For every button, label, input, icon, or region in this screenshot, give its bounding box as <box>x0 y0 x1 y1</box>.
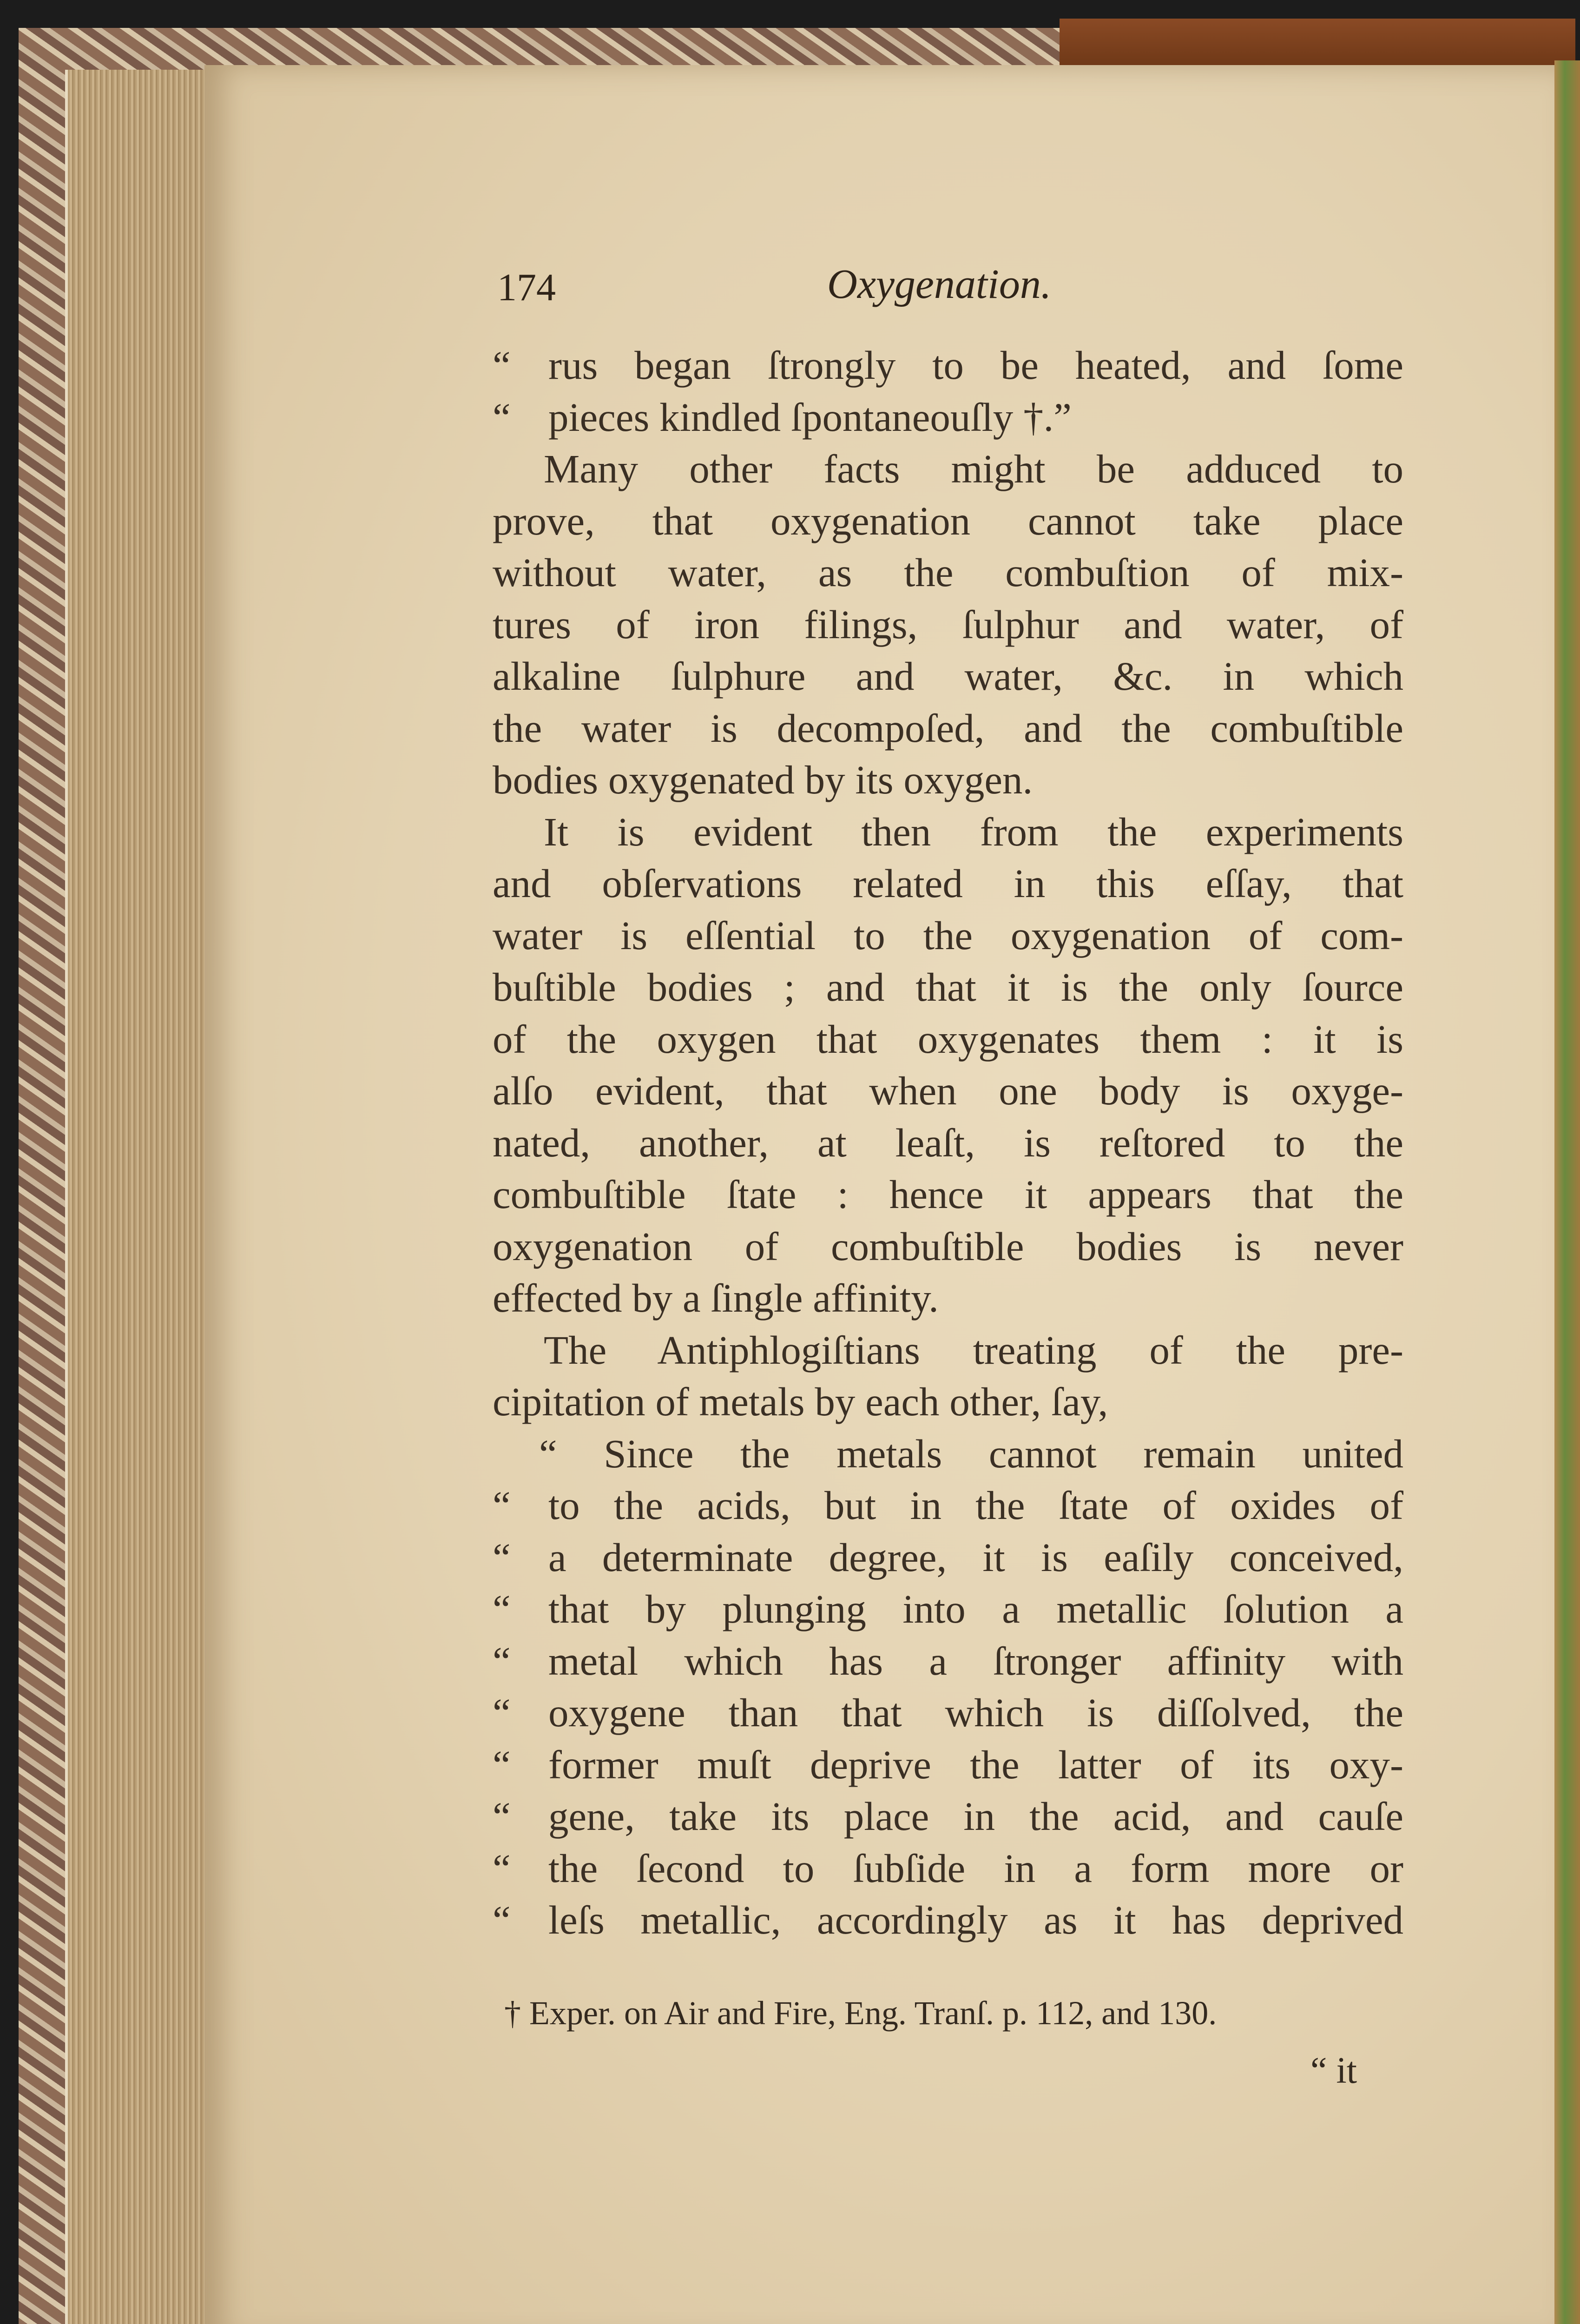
line-text: metal which has a ſtronger affinity with <box>548 1638 1403 1684</box>
text-line <box>493 547 1403 599</box>
line-text: former muſt deprive the latter of its oxy- <box>548 1742 1403 1787</box>
quote-mark: “ <box>493 1845 511 1891</box>
line-text: of the oxygen that oxygenates them : it is <box>493 1016 1403 1062</box>
line-text: combuſtible ſtate : hence it appears that the <box>493 1172 1403 1217</box>
line-text: that by plunging into a metallic ſolution a <box>548 1586 1403 1631</box>
text-line <box>493 1687 1403 1739</box>
line-text: bodies oxygenated by its oxygen. <box>493 757 1033 802</box>
page-edges <box>65 70 221 2324</box>
quote-mark: “ <box>493 1483 511 1528</box>
line-text: oxygenation of combuſtible bodies is never <box>493 1223 1403 1269</box>
text-line <box>493 1428 1403 1480</box>
text-line <box>493 858 1403 910</box>
quote-mark: “ <box>493 1690 511 1735</box>
text-line <box>493 443 1403 495</box>
line-text: pieces kindled ſpontaneouſly †.” <box>548 394 1072 440</box>
text-line <box>493 1117 1403 1169</box>
text-line <box>493 599 1403 651</box>
text-line <box>493 339 1403 391</box>
line-text: alſo evident, that when one body is oxyge- <box>493 1068 1403 1113</box>
text-line <box>493 1013 1403 1065</box>
text-line <box>493 1790 1403 1842</box>
line-text: oxygene than that which is diſſolved, the <box>548 1690 1403 1735</box>
line-text: to the acids, but in the ſtate of oxides of <box>548 1483 1403 1528</box>
quote-mark: “ <box>493 343 511 388</box>
footnote: † Exper. on Air and Fire, Eng. Tranſ. p. 112, and 130. <box>504 1994 1217 2032</box>
text-line <box>493 910 1403 962</box>
text-line <box>493 1532 1403 1584</box>
line-text: rus began ſtrongly to be heated, and ſome <box>548 343 1403 388</box>
quote-mark: “ <box>493 1638 511 1684</box>
line-text: buſtible bodies ; and that it is the only ſource <box>493 964 1403 1010</box>
line-text: tures of iron filings, ſulphur and water, of <box>493 601 1403 647</box>
text-line <box>493 1376 1403 1428</box>
running-head: Oxygenation. <box>827 261 1052 307</box>
line-text: leſs metallic, accordingly as it has deprived <box>548 1897 1403 1942</box>
text-line <box>493 1635 1403 1687</box>
text-line <box>493 961 1403 1013</box>
catchword: “ it <box>1310 2050 1357 2091</box>
text-line <box>493 1894 1403 1946</box>
line-text: effected by a ſingle affinity. <box>493 1275 939 1320</box>
quote-mark: “ <box>493 1742 511 1787</box>
line-text: prove, that oxygenation cannot take place <box>493 498 1403 543</box>
quote-mark: “ <box>493 1534 511 1580</box>
text-line <box>493 1583 1403 1635</box>
text-line <box>493 754 1403 806</box>
text-line <box>493 1479 1403 1532</box>
text-line <box>493 495 1403 547</box>
line-text: alkaline ſulphure and water, &c. in which <box>493 654 1403 699</box>
line-text: a determinate degree, it is eaſily conceived, <box>548 1534 1403 1580</box>
text-line <box>493 650 1403 702</box>
text-line <box>493 1842 1403 1895</box>
quote-mark: “ <box>493 394 511 440</box>
line-text: It is evident then from the experiments <box>544 809 1403 854</box>
quote-mark: “ <box>493 1897 511 1942</box>
text-line <box>493 1065 1403 1117</box>
line-text: the water is decompoſed, and the combuſtible <box>493 705 1403 751</box>
text-line <box>493 1324 1403 1376</box>
text-line <box>493 391 1403 443</box>
page-header <box>493 260 1403 316</box>
leather-binding <box>1060 19 1575 70</box>
text-line <box>493 702 1403 754</box>
line-text: and obſervations related in this eſſay, that <box>493 861 1403 906</box>
line-text: nated, another, at leaſt, is reſtored to the <box>493 1120 1403 1165</box>
line-text: gene, take its place in the acid, and cauſe <box>548 1794 1403 1839</box>
cover-edge <box>1554 60 1580 2324</box>
text-line <box>493 1169 1403 1221</box>
quote-mark: “ <box>493 1586 511 1631</box>
line-text: without water, as the combuſtion of mix- <box>493 550 1403 595</box>
line-text: “ Since the metals cannot remain united <box>539 1431 1403 1476</box>
text-line <box>493 806 1403 858</box>
quote-mark: “ <box>493 1794 511 1839</box>
text-line <box>493 1272 1403 1324</box>
line-text: The Antiphlogiſtians treating of the pre- <box>544 1327 1403 1373</box>
text-line <box>493 1221 1403 1273</box>
line-text: water is eſſential to the oxygenation of com- <box>493 912 1403 958</box>
line-text: cipitation of metals by each other, ſay, <box>493 1379 1108 1424</box>
line-text: the ſecond to ſubſide in a form more or <box>548 1845 1403 1891</box>
text-lines <box>493 339 1403 1946</box>
page-number: 174 <box>497 266 556 309</box>
text-line <box>493 1739 1403 1791</box>
line-text: Many other facts might be adduced to <box>544 446 1403 491</box>
